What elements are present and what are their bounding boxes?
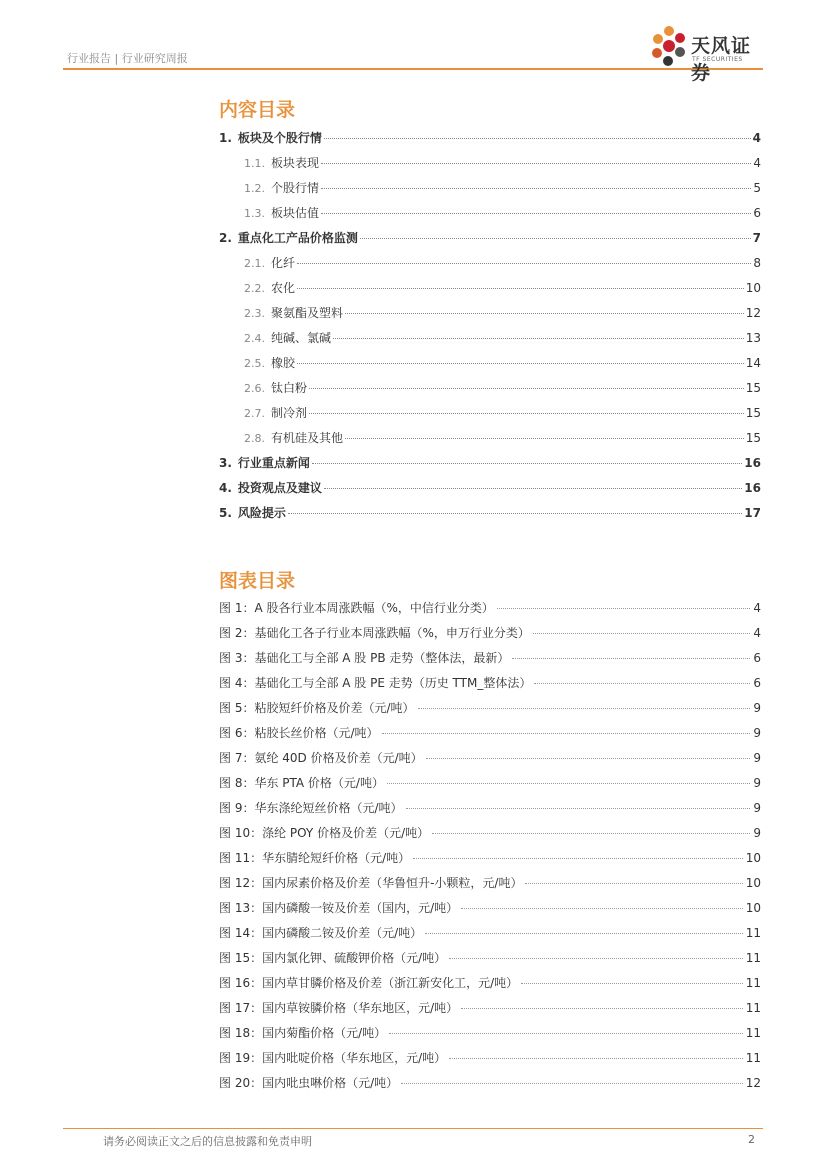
toc-entry-label: 制冷剂 <box>271 406 308 420</box>
figure-entry[interactable] <box>219 799 761 815</box>
toc-entry-number: 1. <box>219 131 232 145</box>
toc-entry-page: 16 <box>744 481 761 495</box>
toc-entry-label: 农化 <box>271 281 296 295</box>
toc-entry-page: 13 <box>745 331 761 345</box>
dot-leader <box>461 1008 743 1009</box>
toc-entry-label: 板块及个股行情 <box>237 131 322 145</box>
toc-entry-page: 5 <box>753 181 761 195</box>
toc-entry[interactable] <box>219 404 761 420</box>
figure-entry[interactable] <box>219 1024 761 1040</box>
figure-entry-page: 9 <box>753 776 761 790</box>
figure-entry-page: 11 <box>745 951 761 965</box>
dot-leader <box>449 1058 743 1059</box>
toc-entry-label: 橡胶 <box>271 356 296 370</box>
dot-leader <box>387 783 750 784</box>
figure-entry[interactable] <box>219 974 761 990</box>
figure-entry-page: 11 <box>745 1051 761 1065</box>
figure-entry-page: 12 <box>745 1076 761 1090</box>
dot-leader <box>389 1033 743 1034</box>
figure-entry-label: 图 9：华东涤纶短丝价格（元/吨） <box>219 801 403 815</box>
toc-entry[interactable] <box>219 254 761 270</box>
figure-entry[interactable] <box>219 624 761 640</box>
figure-entry[interactable] <box>219 1049 761 1065</box>
dot-leader <box>512 658 750 659</box>
toc-entry-label: 行业重点新闻 <box>237 456 310 470</box>
toc-entry-page: 14 <box>745 356 761 370</box>
figure-entry-label: 图 13：国内磷酸一铵及价差（国内，元/吨） <box>219 901 459 915</box>
figure-entry[interactable] <box>219 949 761 965</box>
figure-entry-label: 图 6：粘胶长丝价格（元/吨） <box>219 726 379 740</box>
toc-entry-number: 5. <box>219 506 232 520</box>
dot-leader <box>333 338 744 339</box>
figure-entry-page: 9 <box>753 751 761 765</box>
dot-leader <box>432 833 750 834</box>
figure-entry[interactable] <box>219 649 761 665</box>
figure-entry[interactable] <box>219 749 761 765</box>
figure-entry-label: 图 20：国内吡虫啉价格（元/吨） <box>219 1076 399 1090</box>
figure-entry-page: 4 <box>753 601 761 615</box>
figure-entry-label: 图 19：国内吡啶价格（华东地区，元/吨） <box>219 1051 447 1065</box>
breadcrumb: 行业报告 | 行业研究周报 <box>67 52 188 65</box>
figure-entry[interactable] <box>219 699 761 715</box>
page-number: 2 <box>748 1133 755 1146</box>
toc-entry[interactable] <box>219 379 761 395</box>
figure-entry-label: 图 18：国内菊酯价格（元/吨） <box>219 1026 387 1040</box>
dot-leader <box>533 633 751 634</box>
figure-entry-page: 11 <box>745 1001 761 1015</box>
figure-entry-page: 9 <box>753 701 761 715</box>
figure-entry[interactable] <box>219 724 761 740</box>
toc-entry-number: 3. <box>219 456 232 470</box>
figure-entry-page: 11 <box>745 1026 761 1040</box>
dot-leader <box>309 413 744 414</box>
toc-entry-number: 1.2. <box>244 182 265 195</box>
toc-entry-number: 2.3. <box>244 307 265 320</box>
toc-entry-label: 纯碱、氯碱 <box>271 331 332 345</box>
toc-entry-page: 10 <box>745 281 761 295</box>
toc-entry-page: 12 <box>745 306 761 320</box>
toc-entry-page: 4 <box>752 131 761 145</box>
toc-entry-page: 7 <box>752 231 761 245</box>
figure-entry-label: 图 5：粘胶短纤价格及价差（元/吨） <box>219 701 415 715</box>
toc-entry-label: 钛白粉 <box>271 381 308 395</box>
toc-entry-label: 聚氨酯及塑料 <box>271 306 344 320</box>
figure-entry-page: 9 <box>753 726 761 740</box>
figure-entry[interactable] <box>219 824 761 840</box>
figure-entry-page: 6 <box>753 676 761 690</box>
figure-entry[interactable] <box>219 674 761 690</box>
dot-leader <box>449 958 743 959</box>
toc-entry-number: 2.1. <box>244 257 265 270</box>
dot-leader <box>345 313 744 314</box>
figure-entry-label: 图 4：基础化工与全部 A 股 PE 走势（历史 TTM_整体法） <box>219 676 532 690</box>
toc-entry-page: 15 <box>745 431 761 445</box>
toc-entry[interactable] <box>219 429 761 445</box>
toc-entry-number: 2.2. <box>244 282 265 295</box>
toc-entry-number: 2. <box>219 231 232 245</box>
dot-leader <box>534 683 750 684</box>
figure-entry-page: 11 <box>745 976 761 990</box>
toc-entry[interactable] <box>219 279 761 295</box>
toc-entry-number: 1.3. <box>244 207 265 220</box>
footer-disclaimer: 请务必阅读正文之后的信息披露和免责申明 <box>103 1135 312 1148</box>
dot-leader <box>324 138 751 139</box>
toc-entry-label: 风险提示 <box>237 506 286 520</box>
toc-entry-label: 个股行情 <box>271 181 320 195</box>
toc-entry[interactable] <box>219 129 761 145</box>
toc-entry[interactable] <box>219 204 761 220</box>
toc-entry-label: 有机硅及其他 <box>271 431 344 445</box>
toc-entry[interactable] <box>219 229 761 245</box>
dot-leader <box>382 733 751 734</box>
toc-entry-number: 2.8. <box>244 432 265 445</box>
dot-leader <box>425 933 743 934</box>
dot-leader <box>297 288 744 289</box>
figure-entry-label: 图 14：国内磷酸二铵及价差（元/吨） <box>219 926 423 940</box>
dot-leader <box>321 188 751 189</box>
figure-entry[interactable] <box>219 599 761 615</box>
dot-leader <box>309 388 744 389</box>
toc-entry-page: 6 <box>753 206 761 220</box>
figure-entry-label: 图 2：基础化工各子行业本周涨跌幅（%，申万行业分类） <box>219 626 530 640</box>
figure-entry[interactable] <box>219 774 761 790</box>
dot-leader <box>525 883 742 884</box>
toc-entry-page: 4 <box>753 156 761 170</box>
toc-entry-label: 化纤 <box>271 256 296 270</box>
toc-entry-page: 15 <box>745 381 761 395</box>
figure-entry-label: 图 16：国内草甘膦价格及价差（浙江新安化工，元/吨） <box>219 976 519 990</box>
toc-entry[interactable] <box>219 454 761 470</box>
page-header <box>63 0 763 84</box>
dot-leader <box>321 163 751 164</box>
figure-entry[interactable] <box>219 924 761 940</box>
figures-title: 图表目录 <box>219 570 296 592</box>
figure-entry-page: 10 <box>745 851 761 865</box>
dot-leader <box>413 858 743 859</box>
dot-leader <box>297 263 751 264</box>
dot-leader <box>321 213 751 214</box>
toc-entry-page: 16 <box>744 456 761 470</box>
figure-entry-label: 图 15：国内氯化钾、硫酸钾价格（元/吨） <box>219 951 447 965</box>
figure-entry-page: 9 <box>753 801 761 815</box>
figure-entry[interactable] <box>219 999 761 1015</box>
toc-entry[interactable] <box>219 479 761 495</box>
dot-leader <box>426 758 751 759</box>
toc-entry[interactable] <box>219 354 761 370</box>
figure-entry-label: 图 3：基础化工与全部 A 股 PB 走势（整体法，最新） <box>219 651 510 665</box>
figure-entry[interactable] <box>219 899 761 915</box>
dot-leader <box>360 238 751 239</box>
toc-entry-number: 2.7. <box>244 407 265 420</box>
figure-entry[interactable] <box>219 1074 761 1090</box>
figure-entry-label: 图 12：国内尿素价格及价差（华鲁恒升-小颗粒，元/吨） <box>219 876 523 890</box>
figure-entry[interactable] <box>219 874 761 890</box>
toc-entry-number: 1.1. <box>244 157 265 170</box>
figure-entry-page: 4 <box>753 626 761 640</box>
dot-leader <box>324 488 742 489</box>
dot-leader <box>312 463 742 464</box>
figure-entry-label: 图 1：A 股各行业本周涨跌幅（%，中信行业分类） <box>219 601 494 615</box>
toc-entry-page: 17 <box>744 506 761 520</box>
figure-entry-label: 图 17：国内草铵膦价格（华东地区，元/吨） <box>219 1001 459 1015</box>
toc-entry[interactable] <box>219 179 761 195</box>
toc-entry-page: 15 <box>745 406 761 420</box>
dot-leader <box>406 808 751 809</box>
logo-petal-icon <box>647 22 689 68</box>
figure-entry-label: 图 7：氨纶 40D 价格及价差（元/吨） <box>219 751 423 765</box>
header-divider <box>63 68 763 70</box>
dot-leader <box>418 708 751 709</box>
dot-leader <box>401 1083 743 1084</box>
dot-leader <box>288 513 742 514</box>
toc-entry-label: 重点化工产品价格监测 <box>237 231 358 245</box>
figure-entry-page: 10 <box>745 901 761 915</box>
dot-leader <box>521 983 743 984</box>
toc-entry-number: 4. <box>219 481 232 495</box>
figure-entry-label: 图 10：涤纶 POY 价格及价差（元/吨） <box>219 826 430 840</box>
figure-entry-page: 6 <box>753 651 761 665</box>
toc-entry[interactable] <box>219 304 761 320</box>
toc-entry-label: 板块估值 <box>271 206 320 220</box>
figure-entry-page: 11 <box>745 926 761 940</box>
toc-entry-page: 8 <box>753 256 761 270</box>
toc-entry-number: 2.6. <box>244 382 265 395</box>
contents-title: 内容目录 <box>219 99 296 121</box>
toc-entry-label: 板块表现 <box>271 156 320 170</box>
figure-entry-label: 图 11：华东腈纶短纤价格（元/吨） <box>219 851 411 865</box>
toc-entry[interactable] <box>219 329 761 345</box>
figure-entry[interactable] <box>219 849 761 865</box>
figure-entry-label: 图 8：华东 PTA 价格（元/吨） <box>219 776 384 790</box>
brand-subtitle: TF SECURITIES <box>692 56 743 63</box>
brand-logo <box>647 22 767 84</box>
toc-entry[interactable] <box>219 154 761 170</box>
toc-entry-number: 2.5. <box>244 357 265 370</box>
toc-entry-label: 投资观点及建议 <box>237 481 322 495</box>
toc-entry[interactable] <box>219 504 761 520</box>
brand-name: 天风证券 <box>691 35 752 84</box>
figure-entry-page: 10 <box>745 876 761 890</box>
figure-entry-page: 9 <box>753 826 761 840</box>
dot-leader <box>497 608 750 609</box>
toc-entry-number: 2.4. <box>244 332 265 345</box>
dot-leader <box>345 438 744 439</box>
dot-leader <box>461 908 743 909</box>
footer-divider <box>63 1128 763 1129</box>
dot-leader <box>297 363 744 364</box>
